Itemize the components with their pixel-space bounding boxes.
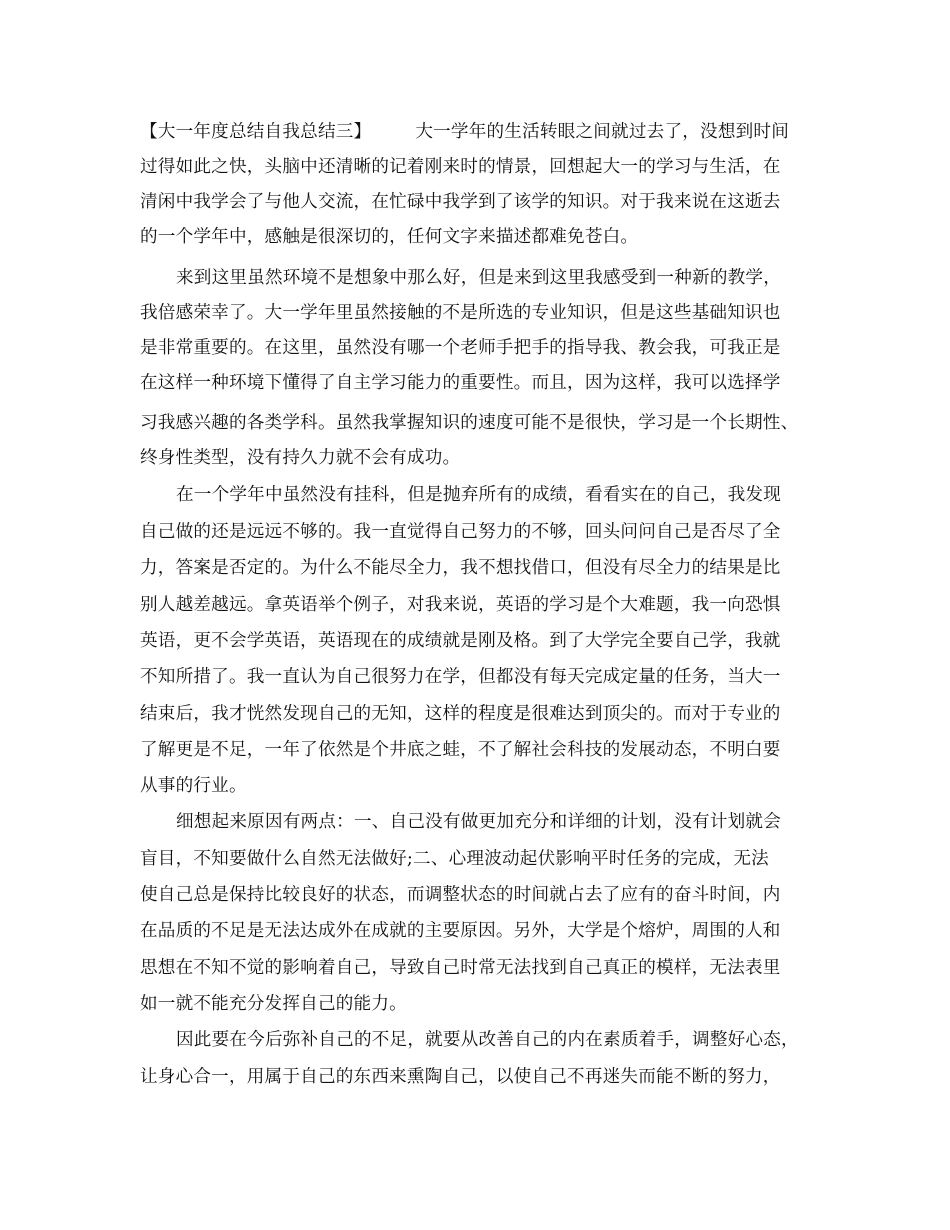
paragraph-2-line-1: 来到这里虽然环境不是想象中那么好，但是来到这里我感受到一种新的教学， bbox=[176, 268, 781, 288]
paragraph-3-line-9: 从事的行业。 bbox=[140, 776, 247, 796]
paragraph-4-line-6: 如一就不能充分发挥自己的能力。 bbox=[140, 994, 407, 1014]
paragraph-4-line-1: 细想起来原因有两点：一、自己没有做更加充分和详细的计划，没有计划就会 bbox=[176, 812, 781, 832]
paragraph-4-line-2: 盲目，不知要做什么自然无法做好;二、心理波动起伏影响平时任务的完成，无法 bbox=[140, 849, 769, 869]
paragraph-5-line-1: 因此要在今后弥补自己的不足，就要从改善自己的内在素质着手，调整好心态， bbox=[176, 1030, 799, 1050]
paragraph-2-line-5: 习我感兴趣的各类学科。虽然我掌握知识的速度可能不是很快，学习是一个长期性、 bbox=[140, 413, 799, 433]
paragraph-1-line-1 bbox=[140, 121, 789, 143]
paragraph-4-line-5: 思想在不知不觉的影响着自己，导致自己时常无法找到自己真正的模样，无法表里 bbox=[140, 958, 781, 978]
paragraph-4-line-3: 使自己总是保持比较良好的状态，而调整状态的时间就占去了应有的奋斗时间，内 bbox=[140, 885, 781, 905]
paragraph-1-line-4: 的一个学年中，感触是很深切的，任何文字来描述都难免苍白。 bbox=[140, 227, 639, 247]
paragraph-1-line-3: 清闲中我学会了与他人交流，在忙碌中我学到了该学的知识。对于我来说在这逝去 bbox=[140, 192, 781, 212]
paragraph-2-line-3: 是非常重要的。在这里，虽然没有哪一个老师手把手的指导我、教会我，可我正是 bbox=[140, 338, 781, 358]
paragraph-2-line-2: 我倍感荣幸了。大一学年里虽然接触的不是所选的专业知识，但是这些基础知识也 bbox=[140, 303, 781, 323]
paragraph-3-line-8: 了解更是不足，一年了依然是个井底之蛙，不了解社会科技的发展动态，不明白要 bbox=[140, 740, 781, 760]
paragraph-2-line-6: 终身性类型，没有持久力就不会有成功。 bbox=[140, 448, 461, 468]
paragraph-3-line-1: 在一个学年中虽然没有挂科，但是抛弃所有的成绩，看看实在的自己，我发现 bbox=[176, 485, 781, 505]
paragraph-3-line-2: 自己做的还是远远不够的。我一直觉得自己努力的不够，回头问问自己是否尽了全 bbox=[140, 522, 781, 542]
paragraph-4-line-4: 在品质的不足是无法达成外在成就的主要原因。另外，大学是个熔炉，周围的人和 bbox=[140, 921, 781, 941]
paragraph-5-line-2: 让身心合一，用属于自己的东西来熏陶自己，以使自己不再迷失而能不断的努力， bbox=[140, 1067, 781, 1087]
paragraph-2-line-4: 在这样一种环境下懂得了自主学习能力的重要性。而且，因为这样，我可以选择学 bbox=[140, 373, 781, 393]
paragraph-3-line-7: 结束后，我才恍然发现自己的无知，这样的程度是很难达到顶尖的。而对于专业的 bbox=[140, 704, 781, 724]
paragraph-3-line-5: 英语，更不会学英语，英语现在的成绩就是刚及格。到了大学完全要自己学，我就 bbox=[140, 631, 781, 651]
document-heading: 【大一年度总结自我总结三】 bbox=[140, 122, 372, 142]
paragraph-3-line-6: 不知所措了。我一直认为自己很努力在学，但都没有每天完成定量的任务，当大一 bbox=[140, 667, 781, 687]
paragraph-1-text: 大一学年的生活转眼之间就过去了，没想到时间 bbox=[415, 122, 789, 142]
paragraph-3-line-3: 力，答案是否定的。为什么不能尽全力，我不想找借口，但没有尽全力的结果是比 bbox=[140, 558, 781, 578]
paragraph-1-line-2: 过得如此之快，头脑中还清晰的记着刚来时的情景，回想起大一的学习与生活，在 bbox=[140, 157, 781, 177]
paragraph-3-line-4: 别人越差越远。拿英语举个例子，对我来说，英语的学习是个大难题，我一向恐惧 bbox=[140, 595, 781, 615]
